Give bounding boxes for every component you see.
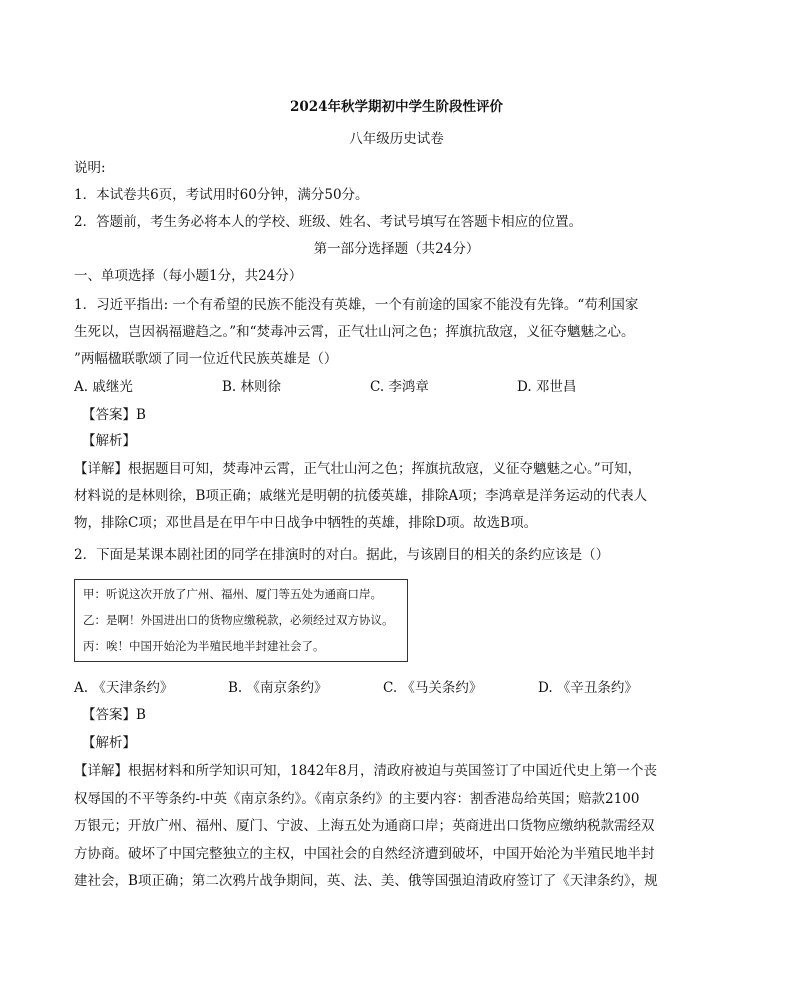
question-1-detail: 物，排除C项；邓世昌是在甲午中日战争中牺牲的英雄，排除D项。故选B项。 [74,515,538,531]
question-1-option-a: A. 戚继光 [74,379,133,395]
dialogue-line: 丙：唉！中国开始沦为半殖民地半封建社会了。 [83,639,325,653]
section-heading: 一、单项选择（每小题1分，共24分） [74,268,303,284]
question-2-detail: 权辱国的不平等条约-中英《南京条约》。《南京条约》的主要内容：割香港岛给英国；赔款2100 [74,791,640,807]
question-2-detail: 方协商。破坏了中国完整独立的主权，中国社会的自然经济遭到破坏，中国开始沦为半殖民地半封 [74,846,655,862]
question-2-analysis: 【解析】 [82,735,136,751]
question-2-answer: 【答案】B [82,707,146,723]
exam-title: 2024年秋学期初中学生阶段性评价 [289,99,504,115]
question-2-option-a: A. 《天津条约》 [74,680,174,696]
question-2-stem: 2．下面是某课本剧社团的同学在排演时的对白。据此，与该剧目的相关的条约应该是（） [74,547,610,563]
question-1-stem: ”两幅楹联歌颂了同一位近代民族英雄是（） [74,351,338,367]
dialogue-line: 甲：听说这次开放了广州、福州、厦门等五处为通商口岸。 [83,587,382,601]
question-2-detail: 万银元；开放广州、福州、厦门、宁波、上海五处为通商口岸；英商进出口货物应缴纳税款需经双 [74,818,655,834]
question-2-option-d: D. 《辛丑条约》 [538,680,638,696]
question-2-detail: 建社会，B项正确；第二次鸦片战争期间，英、法、美、俄等国强迫清政府签订了《天津条约》，规 [74,873,658,889]
question-1-answer: 【答案】B [82,407,146,423]
exam-subtitle: 八年级历史试卷 [349,131,444,147]
question-1-detail: 【详解】根据题目可知，焚毒冲云霄，正气壮山河之色；挥旗抗敌寇，义征夺魑魅之心。”可知， [74,461,642,477]
question-1-stem: 1．习近平指出: 一个有希望的民族不能没有英雄，一个有前途的国家不能没有先锋。“苟利国家 [74,297,639,313]
dialogue-box [74,579,408,662]
instruction-item: 2．答题前，考生务必将本人的学校、班级、姓名、考试号填写在答题卡相应的位置。 [74,214,583,230]
dialogue-line: 乙：是啊！外国进出口的货物应缴税款，必须经过双方协议。 [83,613,394,627]
question-1-analysis: 【解析】 [82,433,136,449]
question-1-option-c: C. 李鸿章 [370,379,429,395]
instructions-label: 说明: [74,160,106,176]
question-2-option-b: B. 《南京条约》 [228,680,328,696]
question-1-option-d: D. 邓世昌 [517,379,577,395]
question-2-detail: 【详解】根据材料和所学知识可知，1842年8月，清政府被迫与英国签订了中国近代史上第一个丧 [74,763,657,779]
question-1-detail: 材料说的是林则徐，B项正确；戚继光是明朝的抗倭英雄，排除A项；李鸿章是洋务运动的代表人 [74,488,648,504]
question-2-option-c: C. 《马关条约》 [383,680,483,696]
instruction-item: 1．本试卷共6页，考试用时60分钟，满分50分。 [74,187,369,203]
question-1-stem: 生死以，岂因祸福避趋之。”和“焚毒冲云霄，正气壮山河之色；挥旗抗敌寇，义征夺魑魅之心。 [74,324,635,340]
question-1-option-b: B. 林则徐 [222,379,282,395]
part-heading: 第一部分选择题（共24分） [313,241,480,257]
